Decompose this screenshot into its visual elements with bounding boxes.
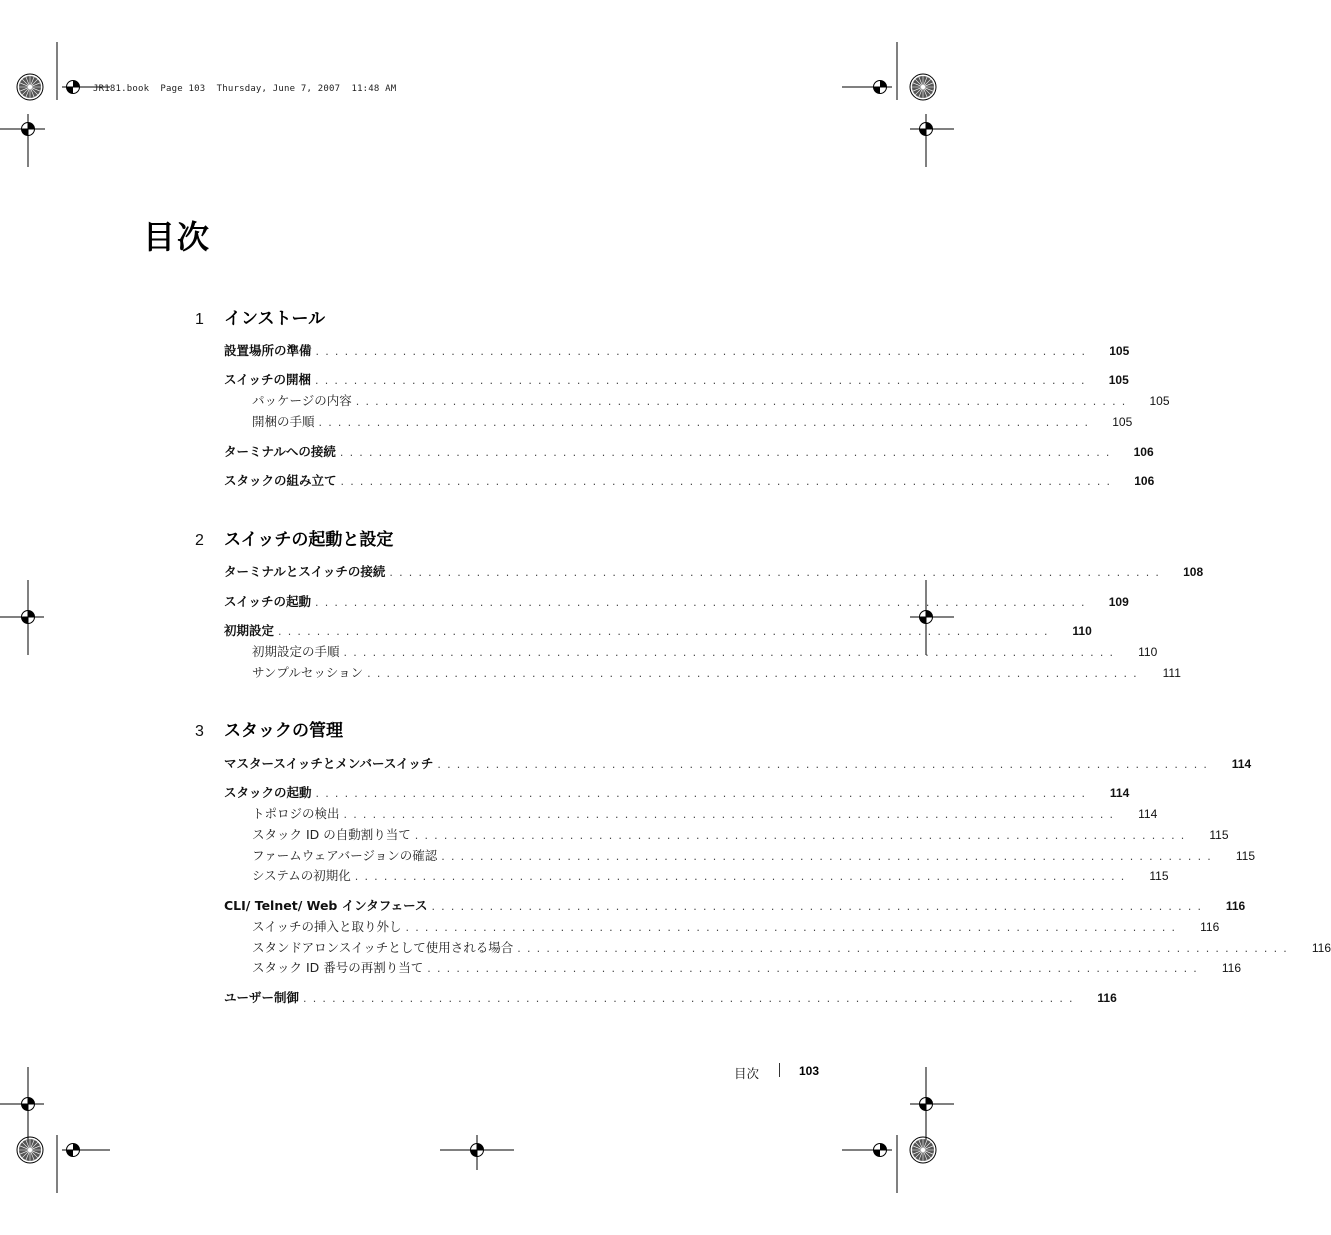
toc-entry-page-number: 116: [1221, 961, 1241, 975]
toc-entry-page-number: 115: [1209, 828, 1229, 842]
toc-entry-label: スイッチの開梱: [224, 372, 312, 387]
toc-entry-label: システムの初期化: [252, 868, 351, 883]
toc-entry[interactable]: [224, 471, 1155, 489]
toc-entry-label: ターミナルとスイッチの接続: [224, 564, 386, 579]
toc-entry-label: CLI/ Telnet/ Web インタフェース: [224, 898, 428, 913]
toc-subentry[interactable]: [252, 825, 1229, 843]
dot-leader: ................................................................................: [343, 646, 1120, 659]
toc-entry-label: ファームウェアバージョンの確認: [252, 848, 438, 863]
dot-leader: ................................................................................: [389, 566, 1166, 579]
footer-divider: [779, 1063, 780, 1077]
toc-entry-page-number: 108: [1183, 565, 1204, 579]
dot-leader: ................................................................................: [441, 850, 1217, 863]
toc-entry-page-number: 105: [1108, 373, 1129, 387]
toc-subentry[interactable]: [252, 938, 1331, 956]
toc-subentry[interactable]: [252, 866, 1169, 884]
toc-subentry[interactable]: [252, 846, 1255, 864]
toc-entry[interactable]: [224, 370, 1129, 388]
toc-subentry[interactable]: [252, 663, 1181, 681]
toc-entry-page-number: 116: [1311, 941, 1331, 955]
toc-entry-page-number: 106: [1134, 474, 1155, 488]
toc-entry-label: スイッチの起動: [224, 594, 312, 609]
toc-entry[interactable]: [224, 754, 1252, 772]
toc-entry-page-number: 105: [1109, 344, 1130, 358]
toc-subentry[interactable]: [252, 917, 1220, 935]
toc-entry-page-number: 111: [1162, 666, 1181, 680]
dot-leader: ................................................................................: [315, 596, 1091, 609]
toc-entry-page-number: 110: [1138, 645, 1158, 659]
toc-entry-label: 開梱の手順: [252, 414, 315, 429]
toc-subentry[interactable]: [252, 412, 1133, 430]
dot-leader: ................................................................................: [354, 870, 1131, 883]
toc-entry[interactable]: [224, 988, 1117, 1006]
toc-entry-label: 初期設定: [224, 623, 275, 638]
dot-leader: ................................................................................: [278, 625, 1054, 638]
toc-entry-label: スタック ID 番号の再割り当て: [252, 960, 424, 975]
toc-entry[interactable]: [224, 341, 1130, 359]
chapter-heading: [195, 716, 343, 741]
toc-subentry[interactable]: [252, 804, 1158, 822]
toc-entry[interactable]: [224, 442, 1154, 460]
dot-leader: ................................................................................: [517, 942, 1293, 955]
dot-leader: ................................................................................: [315, 374, 1091, 387]
footer-section-label: 目次: [734, 1066, 760, 1081]
page-title: 目次: [143, 218, 212, 256]
chapter-title: スイッチの起動と設定: [224, 530, 394, 550]
toc-subentry[interactable]: [252, 391, 1170, 409]
toc-entry-page-number: 109: [1108, 595, 1129, 609]
toc-entry-label: スタックの組み立て: [224, 473, 337, 488]
toc-entry-label: スタンドアロンスイッチとして使用される場合: [252, 940, 514, 955]
toc-entry-page-number: 114: [1109, 786, 1130, 800]
chapter-number: 3: [195, 723, 204, 740]
toc-entry-page-number: 116: [1200, 920, 1220, 934]
toc-entry-page-number: 116: [1225, 899, 1246, 913]
dot-leader: ................................................................................: [339, 446, 1116, 459]
toc-entry-page-number: 115: [1235, 849, 1255, 863]
toc-entry-page-number: 115: [1149, 869, 1169, 883]
toc-entry-label: ターミナルへの接続: [224, 444, 336, 459]
chapter-heading: [195, 304, 325, 329]
toc-entry[interactable]: [224, 621, 1092, 639]
dot-leader: ................................................................................: [437, 758, 1214, 771]
toc-entry[interactable]: [224, 896, 1246, 914]
dot-leader: ................................................................................: [315, 345, 1092, 358]
chapter-title: スタックの管理: [224, 721, 343, 741]
toc-entry-label: 設置場所の準備: [224, 343, 312, 358]
chapter-heading: [195, 525, 393, 550]
toc-entry-page-number: 106: [1133, 445, 1154, 459]
chapter-title: インストール: [224, 309, 326, 329]
dot-leader: ................................................................................: [355, 395, 1132, 408]
toc-subentry[interactable]: [252, 958, 1241, 976]
dot-leader: ................................................................................: [414, 829, 1191, 842]
footer-page-number: 103: [799, 1064, 820, 1078]
dot-leader: ................................................................................: [427, 962, 1203, 975]
toc-entry-label: スタックの起動: [224, 785, 312, 800]
toc-entry-label: 初期設定の手順: [252, 644, 340, 659]
chapter-number: 1: [195, 311, 204, 328]
chapter-number: 2: [195, 532, 204, 549]
dot-leader: ................................................................................: [318, 416, 1095, 429]
dot-leader: ................................................................................: [405, 921, 1182, 934]
dot-leader: ................................................................................: [367, 667, 1143, 680]
toc-entry-page-number: 114: [1138, 807, 1158, 821]
toc-entry-label: スタック ID の自動割り当て: [252, 827, 411, 842]
dot-leader: ................................................................................: [343, 808, 1120, 821]
toc-entry-label: トポロジの検出: [252, 806, 340, 821]
dot-leader: ................................................................................: [315, 787, 1092, 800]
dot-leader: ................................................................................: [303, 992, 1079, 1005]
toc-entry-label: パッケージの内容: [252, 393, 352, 408]
toc-entry-label: ユーザー制御: [224, 990, 300, 1005]
toc-entry-label: サンプルセッション: [252, 665, 364, 680]
toc-subentry[interactable]: [252, 642, 1158, 660]
toc-entry-label: マスタースイッチとメンバースイッチ: [224, 756, 434, 771]
toc-entry-label: スイッチの挿入と取り外し: [252, 919, 402, 934]
toc-entry-page-number: 105: [1149, 394, 1170, 408]
toc-entry-page-number: 114: [1231, 757, 1252, 771]
dot-leader: ................................................................................: [431, 900, 1208, 913]
toc-entry[interactable]: [224, 783, 1130, 801]
toc-entry-page-number: 116: [1097, 991, 1117, 1005]
toc-entry[interactable]: [224, 592, 1129, 610]
toc-entry-page-number: 105: [1112, 415, 1133, 429]
dot-leader: ................................................................................: [340, 475, 1117, 488]
toc-entry-page-number: 110: [1072, 624, 1092, 638]
toc-entry[interactable]: [224, 562, 1204, 580]
print-header-file-info: JR181.book Page 103 Thursday, June 7, 2007 11:48 AM: [93, 84, 397, 94]
